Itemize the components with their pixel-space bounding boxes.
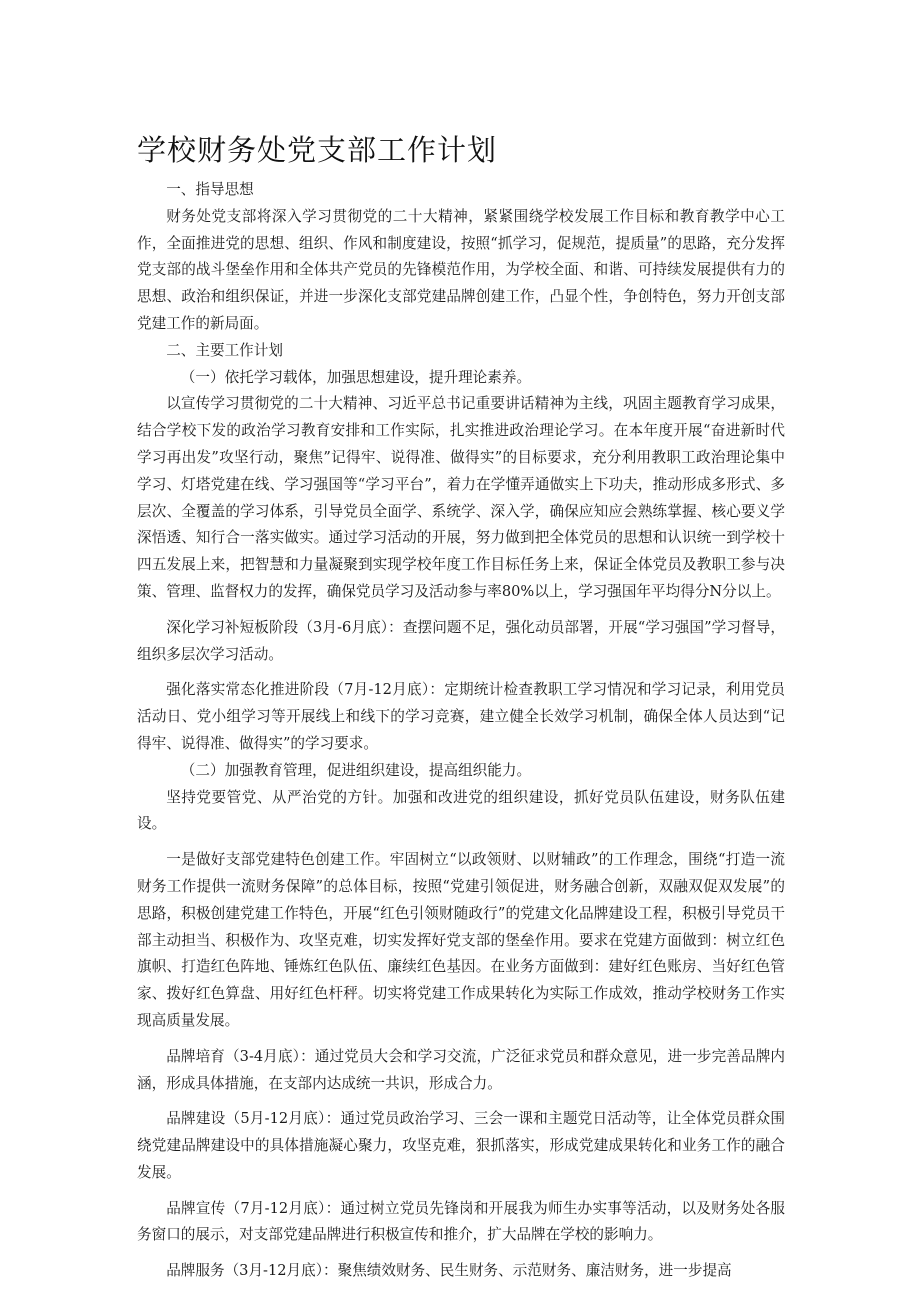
paragraph-brand-cultivate: 品牌培育（3-4月底）：通过党员大会和学习交流，广泛征求党员和群众意见，进一步完善品牌内涵，形成具体措施，在支部内达成统一共识，形成合力。 bbox=[137, 1047, 785, 1092]
document-body bbox=[137, 177, 785, 1285]
section-heading-guiding: 一、指导思想 bbox=[166, 181, 254, 198]
paragraph-brand-build: 品牌建设（5月-12月底）：通过党员政治学习、三会一课和主题党日活动等，让全体党员群众围绕党建品牌建设中的具体措施凝心聚力，攻坚克难，狠抓落实，形成党建成果转化和业务工作的融合发展。 bbox=[137, 1110, 785, 1181]
paragraph-organization-intro: 坚持党要管党、从严治党的方针。加强和改进党的组织建设，抓好党员队伍建设，财务队伍建设。 bbox=[137, 788, 785, 833]
paragraph-study-intro: 以宣传学习贯彻党的二十大精神、习近平总书记重要讲话精神为主线，巩固主题教育学习成果，结合学校下发的政治学习教育安排和工作实际，扎实推进政治理论学习。在本年度开展“奋进新时代学习再出发”攻坚行动，聚焦”记得牢、说得准、做得实”的目标要求，充分利用教职工政治理论集中学习、灯塔党建在线、学习强国等“学习平台”，着力在学懂弄通做实上下功夫，推动形成多形式、多层次、全覆盖的学习体系，引导党员全面学、系统学、深入学，确保应知应会熟练掌握、核心要义学深悟透、知行合一落实做实。通过学习活动的开展，努力做到把全体党员的思想和认识统一到学校十四五发展上来，把智慧和力量凝聚到实现学校年度工作目标任务上来，保证全体党员及教职工参与决策、管理、监督权力的发挥，确保党员学习及活动参与率80%以上，学习强国年平均得分N分以上。 bbox=[137, 395, 785, 600]
paragraph-brand-creation: 一是做好支部党建特色创建工作。牢固树立“以政领财、以财辅政”的工作理念，围绕“打造一流财务工作提供一流财务保障”的总体目标，按照“党建引领促进，财务融合创新，双融双促双发展”的思路，积极创建党建工作特色，开展“红色引领财随政行”的党建文化品牌建设工程，积极引导党员干部主动担当、积极作为、攻坚克难，切实发挥好党支部的堡垒作用。要求在党建方面做到：树立红色旗帜、打造红色阵地、锤炼红色队伍、廉续红色基因。在业务方面做到：建好红色账房、当好红色管家、拨好红色算盘、用好红色杆秤。切实将党建工作成果转化为实际工作成效，推动学校财务工作实现高质量发展。 bbox=[137, 851, 785, 1029]
paragraph-brand-promote: 品牌宣传（7月-12月底）：通过树立党员先锋岗和开展我为师生办实事等活动，以及财务处各服务窗口的展示，对支部党建品牌进行积极宣传和推介，扩大品牌在学校的影响力。 bbox=[137, 1199, 785, 1244]
paragraph-brand-service: 品牌服务（3月-12月底）：聚焦绩效财务、民生财务、示范财务、廉洁财务，进一步提高 bbox=[166, 1262, 732, 1280]
document-title: 学校财务处党支部工作计划 bbox=[137, 133, 498, 167]
subsection-heading-organization: （二）加强教育管理，促进组织建设，提高组织能力。 bbox=[180, 761, 532, 779]
paragraph-study-stage1: 深化学习补短板阶段（3月-6月底）：查摆问题不足，强化动员部署，开展“学习强国”学习督导，组织多层次学习活动。 bbox=[137, 618, 785, 663]
section-heading-plan: 二、主要工作计划 bbox=[166, 341, 283, 359]
paragraph-study-stage2: 强化落实常态化推进阶段（7月-12月底）：定期统计检查教职工学习情况和学习记录，利用党员活动日、党小组学习等开展线上和线下的学习竞赛，建立健全长效学习机制，确保全体人员达到“记得牢、说得准、做得实”的学习要求。 bbox=[137, 681, 785, 752]
subsection-heading-study: （一）依托学习载体，加强思想建设，提升理论素养。 bbox=[180, 368, 532, 386]
paragraph-guiding: 财务处党支部将深入学习贯彻党的二十大精神，紧紧围绕学校发展工作目标和教育教学中心工作，全面推进党的思想、组织、作风和制度建设，按照“抓学习，促规范，提质量”的思路，充分发挥党支部的战斗堡垒作用和全体共产党员的先锋模范作用，为学校全面、和谐、可持续发展提供有力的思想、政治和组织保证，并进一步深化支部党建品牌创建工作，凸显个性，争创特色，努力开创支部党建工作的新局面。 bbox=[137, 207, 785, 332]
